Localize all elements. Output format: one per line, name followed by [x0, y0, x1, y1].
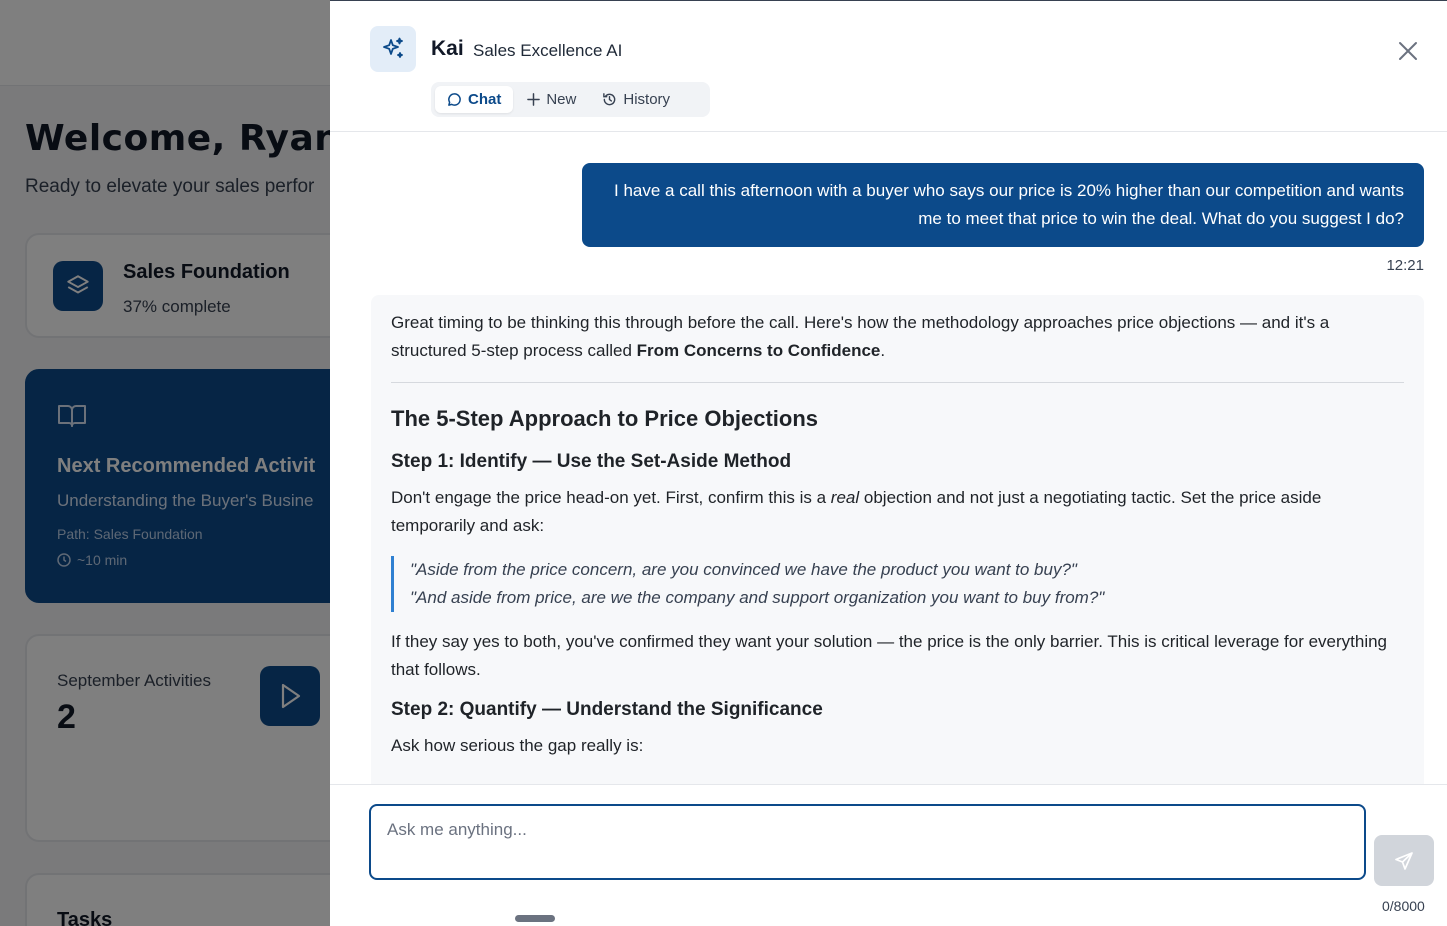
send-icon [1394, 851, 1414, 871]
quote-line: "And aside from price, are we the company and support organization you want to buy from?" [410, 588, 1105, 607]
composer [330, 784, 1447, 926]
message-input[interactable] [369, 804, 1366, 880]
plus-icon [527, 93, 540, 106]
sparkles-icon [370, 26, 416, 72]
composer-resize-handle[interactable] [515, 915, 555, 922]
quote-block [391, 556, 1404, 612]
tab-history-label: History [623, 91, 671, 108]
chat-header [330, 1, 1447, 132]
message-list[interactable] [330, 132, 1447, 784]
close-icon [1398, 41, 1418, 61]
tab-new-label: New [546, 91, 577, 108]
step-1-followup: If they say yes to both, you've confirmed they want your solution — the price is the only barrier. This is critical leverage for everything that follows. [391, 632, 1388, 679]
assistant-intro: Great timing to be thinking this through before the call. Here's how the methodology approaches price objections — and it's a structured 5-step process called From Concerns to Confidence. [391, 313, 1330, 360]
assistant-message [371, 295, 1424, 784]
tab-chat[interactable] [435, 86, 513, 113]
chat-tabs [431, 82, 710, 117]
send-button[interactable] [1374, 835, 1434, 886]
assistant-name: Kai [431, 37, 464, 60]
divider [391, 382, 1404, 383]
message-timestamp: 12:21 [1386, 257, 1424, 274]
tab-new[interactable] [515, 86, 588, 113]
step-1-text: Don't engage the price head-on yet. First, confirm this is a real objection and not just a negotiating tactic. Set the price aside temporarily and ask: [391, 488, 1322, 535]
step-2-heading: Step 2: Quantify — Understand the Significance [391, 699, 823, 720]
assistant-subtitle: Sales Excellence AI [473, 41, 623, 60]
step-1-heading: Step 1: Identify — Use the Set-Aside Method [391, 451, 792, 472]
chat-bubble-icon [447, 92, 462, 107]
close-button[interactable] [1394, 37, 1422, 65]
tab-chat-label: Chat [468, 91, 502, 108]
quote-line: "Aside from the price concern, are you convinced we have the product you want to buy?" [410, 560, 1077, 579]
tab-history[interactable] [590, 86, 682, 113]
character-counter: 0/8000 [1382, 898, 1425, 914]
chat-panel [330, 0, 1447, 926]
history-icon [602, 92, 617, 107]
user-message: I have a call this afternoon with a buyer who says our price is 20% higher than our competition and wants me to meet that price to win the deal. What do you suggest I do? [582, 163, 1424, 247]
assistant-heading: The 5-Step Approach to Price Objections [391, 406, 819, 431]
step-2-text: Ask how serious the gap really is: [391, 736, 644, 755]
